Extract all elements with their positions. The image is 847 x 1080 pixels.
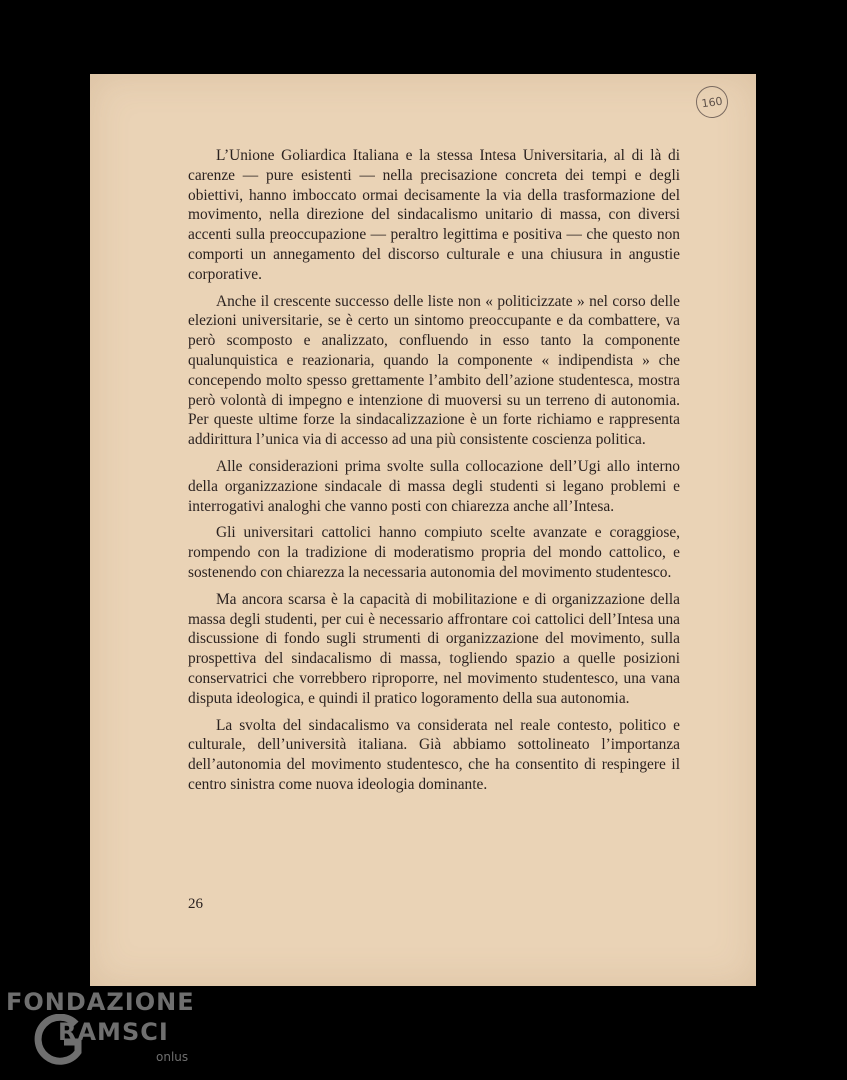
watermark-line1: FONDAZIONE xyxy=(6,988,195,1016)
paragraph-3: Alle considerazioni prima svolte sulla collocazione dell’Ugi allo interno della organizzazione sindacale di massa degli studenti si legano problemi e interrogativi analoghi che vanno posti con chiarezza anche all’Intesa. xyxy=(188,457,680,515)
page-number: 26 xyxy=(188,896,203,912)
paragraph-2: Anche il crescente successo delle liste non « politicizzate » nel corso delle elezioni universitarie, se è certo un sintomo preoccupante e da combattere, va però scomposto e analizzato, confluendo in esso tanto la componente qualunquistica e reazionaria, quando la componente « indipendista » che concependo molto spesso grettamente l’ambito dell’azione studentesca, mostra però volontà di impegno e intenzione di muoversi su un terreno di autonomia. Per queste ultime forze la sindacalizzazione è un forte richiamo e rappresenta addirittura l’unica via di accesso ad una più consistente coscienza politica. xyxy=(188,292,680,449)
paragraph-5: Ma ancora scarsa è la capacità di mobilitazione e di organizzazione della massa degli studenti, per cui è necessario affrontare coi cattolici dell’Intesa una discussione di fondo sugli strumenti di organizzazione del movimento, sulla prospettiva del sindacalismo di massa, togliendo spazio a quelle posizioni conservatrici che vorrebbero riproporre, nel movimento studentesco, una vana disputa ideologica, e quindi il pratico logoramento della sua autonomia. xyxy=(188,590,680,707)
paragraph-4: Gli universitari cattolici hanno compiuto scelte avanzate e coraggiose, rompendo con la tradizione di moderatismo propria del mondo cattolico, e sostenendo con chiarezza la necessaria autonomia del movimento studentesco. xyxy=(188,524,680,581)
paragraph-1: L’Unione Goliardica Italiana e la stessa Intesa Universitaria, al di là di carenze — pure esistenti — nella precisazione concreta dei tempi e degli obiettivi, hanno imboccato ormai decisamente la via della trasformazione del movimento, nella direzione del sindacalismo unitario di massa, con diversi accenti sulla preoccupazione — peraltro legittima e positiva — che questo non comporti un annegamento del discorso culturale e una chiusura in angustie corporative. xyxy=(188,147,680,283)
watermark-line3: onlus xyxy=(156,1050,189,1064)
folio-stamp: 160 xyxy=(694,84,730,120)
paragraph-6: La svolta del sindacalismo va considerata nel reale contesto, politico e culturale, dell’università italiana. Già abbiamo sottolineato l’importanza dell’autonomia del movimento studentesco, che ha consentito di respingere il centro sinistra come nuova ideologia dominante. xyxy=(188,716,680,793)
fondazione-gramsci-watermark xyxy=(6,988,206,1076)
watermark-line2: RAMSCI xyxy=(58,1018,169,1046)
document-page xyxy=(90,74,756,986)
body-text xyxy=(188,146,680,802)
